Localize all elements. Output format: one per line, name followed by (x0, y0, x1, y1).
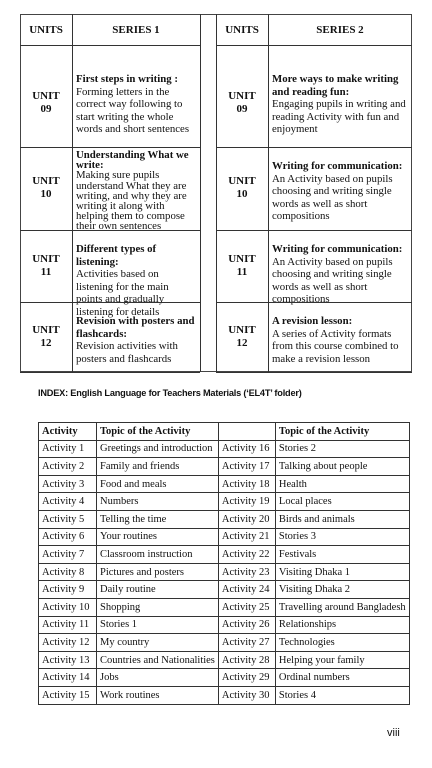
table-row (39, 475, 410, 493)
cell-text: An Activity based on pupils choosing and writing single words as well as short compositions (272, 172, 393, 223)
activity-cell: Activity 24 (218, 581, 275, 599)
activity-cell: Activity 19 (218, 493, 275, 511)
topic-cell: Shopping (97, 598, 219, 616)
topic-cell: Birds and animals (275, 510, 409, 528)
header-units-2: UNITS (216, 14, 268, 46)
row-divider (20, 230, 200, 231)
series1-cell (72, 230, 200, 318)
table-row (39, 528, 410, 546)
index-table (38, 422, 410, 705)
activity-cell: Activity 2 (39, 458, 97, 476)
topic-cell: Telling the time (97, 510, 219, 528)
table-row (39, 458, 410, 476)
topic-cell: Local places (275, 493, 409, 511)
cell-text: Making sure pupils understand What they are writing, and why they are writing it along with helping them to compose their own sentences (76, 169, 187, 233)
cell-text: Forming letters in the correct way following to start writing the whole words and short sentences (76, 85, 190, 136)
table-row (39, 546, 410, 564)
topic-cell: Daily routine (97, 581, 219, 599)
activity-cell: Activity 26 (218, 616, 275, 634)
activity-cell: Activity 5 (39, 510, 97, 528)
table-row (39, 440, 410, 458)
cell-text: An Activity based on pupils choosing and writing single words as well as short compositions (272, 255, 393, 306)
activity-cell: Activity 21 (218, 528, 275, 546)
topic-cell: Visiting Dhaka 1 (275, 563, 409, 581)
activity-cell: Activity 18 (218, 475, 275, 493)
topic-cell: Relationships (275, 616, 409, 634)
table-row (39, 651, 410, 669)
topic-cell: Technologies (275, 634, 409, 652)
cell-title: Writing for communication: (272, 243, 403, 255)
topic-cell: Visiting Dhaka 2 (275, 581, 409, 599)
activity-cell: Activity 14 (39, 669, 97, 687)
unit-label: UNIT 12 (228, 324, 256, 349)
table-row (39, 581, 410, 599)
header-units: UNITS (20, 14, 72, 46)
activity-cell: Activity 12 (39, 634, 97, 652)
cell-title: Different types of listening: (76, 243, 157, 268)
unit-label: UNIT 10 (32, 175, 60, 200)
activity-cell: Activity 16 (218, 440, 275, 458)
topic-cell: Countries and Nationalities (97, 651, 219, 669)
activity-cell: Activity 1 (39, 440, 97, 458)
topic-cell: Talking about people (275, 458, 409, 476)
activity-cell: Activity 28 (218, 651, 275, 669)
topic-cell: Family and friends (97, 458, 219, 476)
page-number: viii (387, 727, 400, 739)
topic-cell: Health (275, 475, 409, 493)
cell-title: Revision with posters and flashcards: (76, 315, 195, 340)
topic-cell: Greetings and introduction (97, 440, 219, 458)
header-series1: SERIES 1 (72, 14, 200, 46)
cell-title: Understanding What we write: (76, 149, 189, 172)
unit-label: UNIT 09 (32, 90, 60, 115)
activity-cell: Activity 30 (218, 686, 275, 704)
topic-cell: Classroom instruction (97, 546, 219, 564)
series1-cell (72, 147, 200, 233)
table-row (39, 493, 410, 511)
activity-cell: Activity 15 (39, 686, 97, 704)
cell-text: Activities based on listening for the main points and gradually listening for details (76, 268, 169, 318)
activity-cell: Activity 22 (218, 546, 275, 564)
table-row (39, 563, 410, 581)
cell-text: Engaging pupils in writing and reading Activity with fun and enjoyment (272, 98, 406, 136)
topic-cell: My country (97, 634, 219, 652)
topic-cell: Work routines (97, 686, 219, 704)
activity-cell: Activity 8 (39, 563, 97, 581)
cell-title: A revision lesson: (272, 315, 353, 327)
table-row (39, 669, 410, 687)
index-title: INDEX: English Language for Teachers Materials (‘EL4T’ folder) (38, 388, 302, 398)
table-row (39, 686, 410, 704)
activity-cell: Activity 20 (218, 510, 275, 528)
index-header-row (39, 423, 410, 441)
cell-title: First steps in writing : (76, 73, 178, 85)
topic-cell: Helping your family (275, 651, 409, 669)
unit-label: UNIT 10 (228, 175, 256, 200)
topic-cell: Your routines (97, 528, 219, 546)
topic-cell: Travelling around Bangladesh (275, 598, 409, 616)
activity-cell: Activity 25 (218, 598, 275, 616)
col-topic-2: Topic of the Activity (275, 423, 409, 441)
col-activity: Activity (39, 423, 97, 441)
series2-cell (268, 60, 412, 146)
topic-cell: Pictures and posters (97, 563, 219, 581)
activity-cell: Activity 10 (39, 598, 97, 616)
row-divider (216, 230, 412, 231)
row-divider (20, 147, 200, 148)
topic-cell: Stories 2 (275, 440, 409, 458)
row-divider (216, 147, 412, 148)
table-row (39, 616, 410, 634)
topic-cell: Stories 3 (275, 528, 409, 546)
activity-cell: Activity 29 (218, 669, 275, 687)
unit-label: UNIT 09 (228, 90, 256, 115)
row-divider (216, 302, 412, 303)
activity-cell: Activity 7 (39, 546, 97, 564)
activity-cell: Activity 4 (39, 493, 97, 511)
unit-label: UNIT 11 (32, 252, 60, 278)
activity-cell: Activity 9 (39, 581, 97, 599)
row-divider (216, 372, 412, 373)
series1-cell (72, 60, 200, 146)
cell-title: Writing for communication: (272, 160, 403, 172)
table-row (39, 598, 410, 616)
col-activity-2 (218, 423, 275, 441)
row-divider (20, 302, 200, 303)
table-row (39, 510, 410, 528)
activity-cell: Activity 3 (39, 475, 97, 493)
table-row (39, 634, 410, 652)
topic-cell: Food and meals (97, 475, 219, 493)
cell-text: Revision activities with posters and flashcards (76, 340, 178, 365)
series2-cell (268, 230, 412, 306)
unit-label: UNIT 12 (32, 324, 60, 349)
series1-cell (72, 302, 200, 372)
activity-cell: Activity 27 (218, 634, 275, 652)
topic-cell: Ordinal numbers (275, 669, 409, 687)
topic-cell: Festivals (275, 546, 409, 564)
divider (200, 14, 201, 372)
activity-cell: Activity 11 (39, 616, 97, 634)
activity-cell: Activity 6 (39, 528, 97, 546)
header-series2: SERIES 2 (268, 14, 412, 46)
activity-cell: Activity 13 (39, 651, 97, 669)
cell-title: More ways to make writing and reading fun: (272, 73, 399, 98)
topic-cell: Numbers (97, 493, 219, 511)
col-topic: Topic of the Activity (97, 423, 219, 441)
topic-cell: Stories 4 (275, 686, 409, 704)
series2-cell (268, 147, 412, 229)
cell-text: A series of Activity formats from this course combined to make a revision lesson (272, 327, 399, 365)
series2-cell (268, 302, 412, 372)
activity-cell: Activity 17 (218, 458, 275, 476)
activity-cell: Activity 23 (218, 563, 275, 581)
row-divider (20, 372, 200, 373)
topic-cell: Stories 1 (97, 616, 219, 634)
topic-cell: Jobs (97, 669, 219, 687)
unit-label: UNIT 11 (228, 252, 256, 278)
